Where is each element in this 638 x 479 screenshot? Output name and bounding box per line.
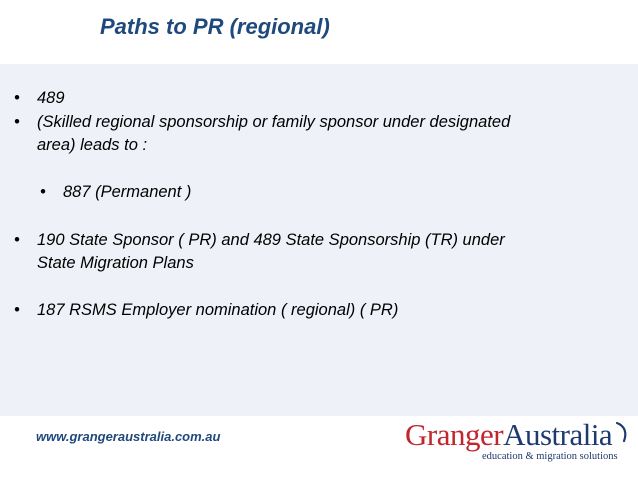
bullet-icon: • bbox=[14, 301, 20, 319]
bullet-text: 887 (Permanent ) bbox=[63, 183, 192, 201]
logo-swoosh-icon bbox=[615, 421, 629, 443]
logo-wordmark-australia: Australia bbox=[503, 417, 613, 452]
bullet-icon: • bbox=[14, 113, 20, 131]
bullet-text: (Skilled regional sponsorship or family sponsor under designated bbox=[37, 113, 511, 131]
slide-title: Paths to PR (regional) bbox=[100, 14, 330, 39]
bullet-text: area) leads to : bbox=[37, 136, 148, 154]
granger-australia-logo bbox=[405, 418, 630, 468]
bullet-icon: • bbox=[40, 183, 46, 201]
logo-wordmark-granger: Granger bbox=[405, 417, 504, 452]
bullet-text: 489 bbox=[37, 89, 65, 107]
bullet-text: 190 State Sponsor ( PR) and 489 State Sponsorship (TR) under bbox=[37, 231, 505, 249]
bullet-icon: • bbox=[14, 231, 20, 249]
bullet-text: 187 RSMS Employer nomination ( regional) ( PR) bbox=[37, 301, 399, 319]
logo-tagline: education & migration solutions bbox=[482, 451, 618, 462]
logo-wordmark bbox=[405, 418, 612, 452]
bullet-icon: • bbox=[14, 89, 20, 107]
footer-website-link[interactable]: www.grangeraustralia.com.au bbox=[36, 429, 221, 444]
bullet-text: State Migration Plans bbox=[37, 254, 194, 272]
